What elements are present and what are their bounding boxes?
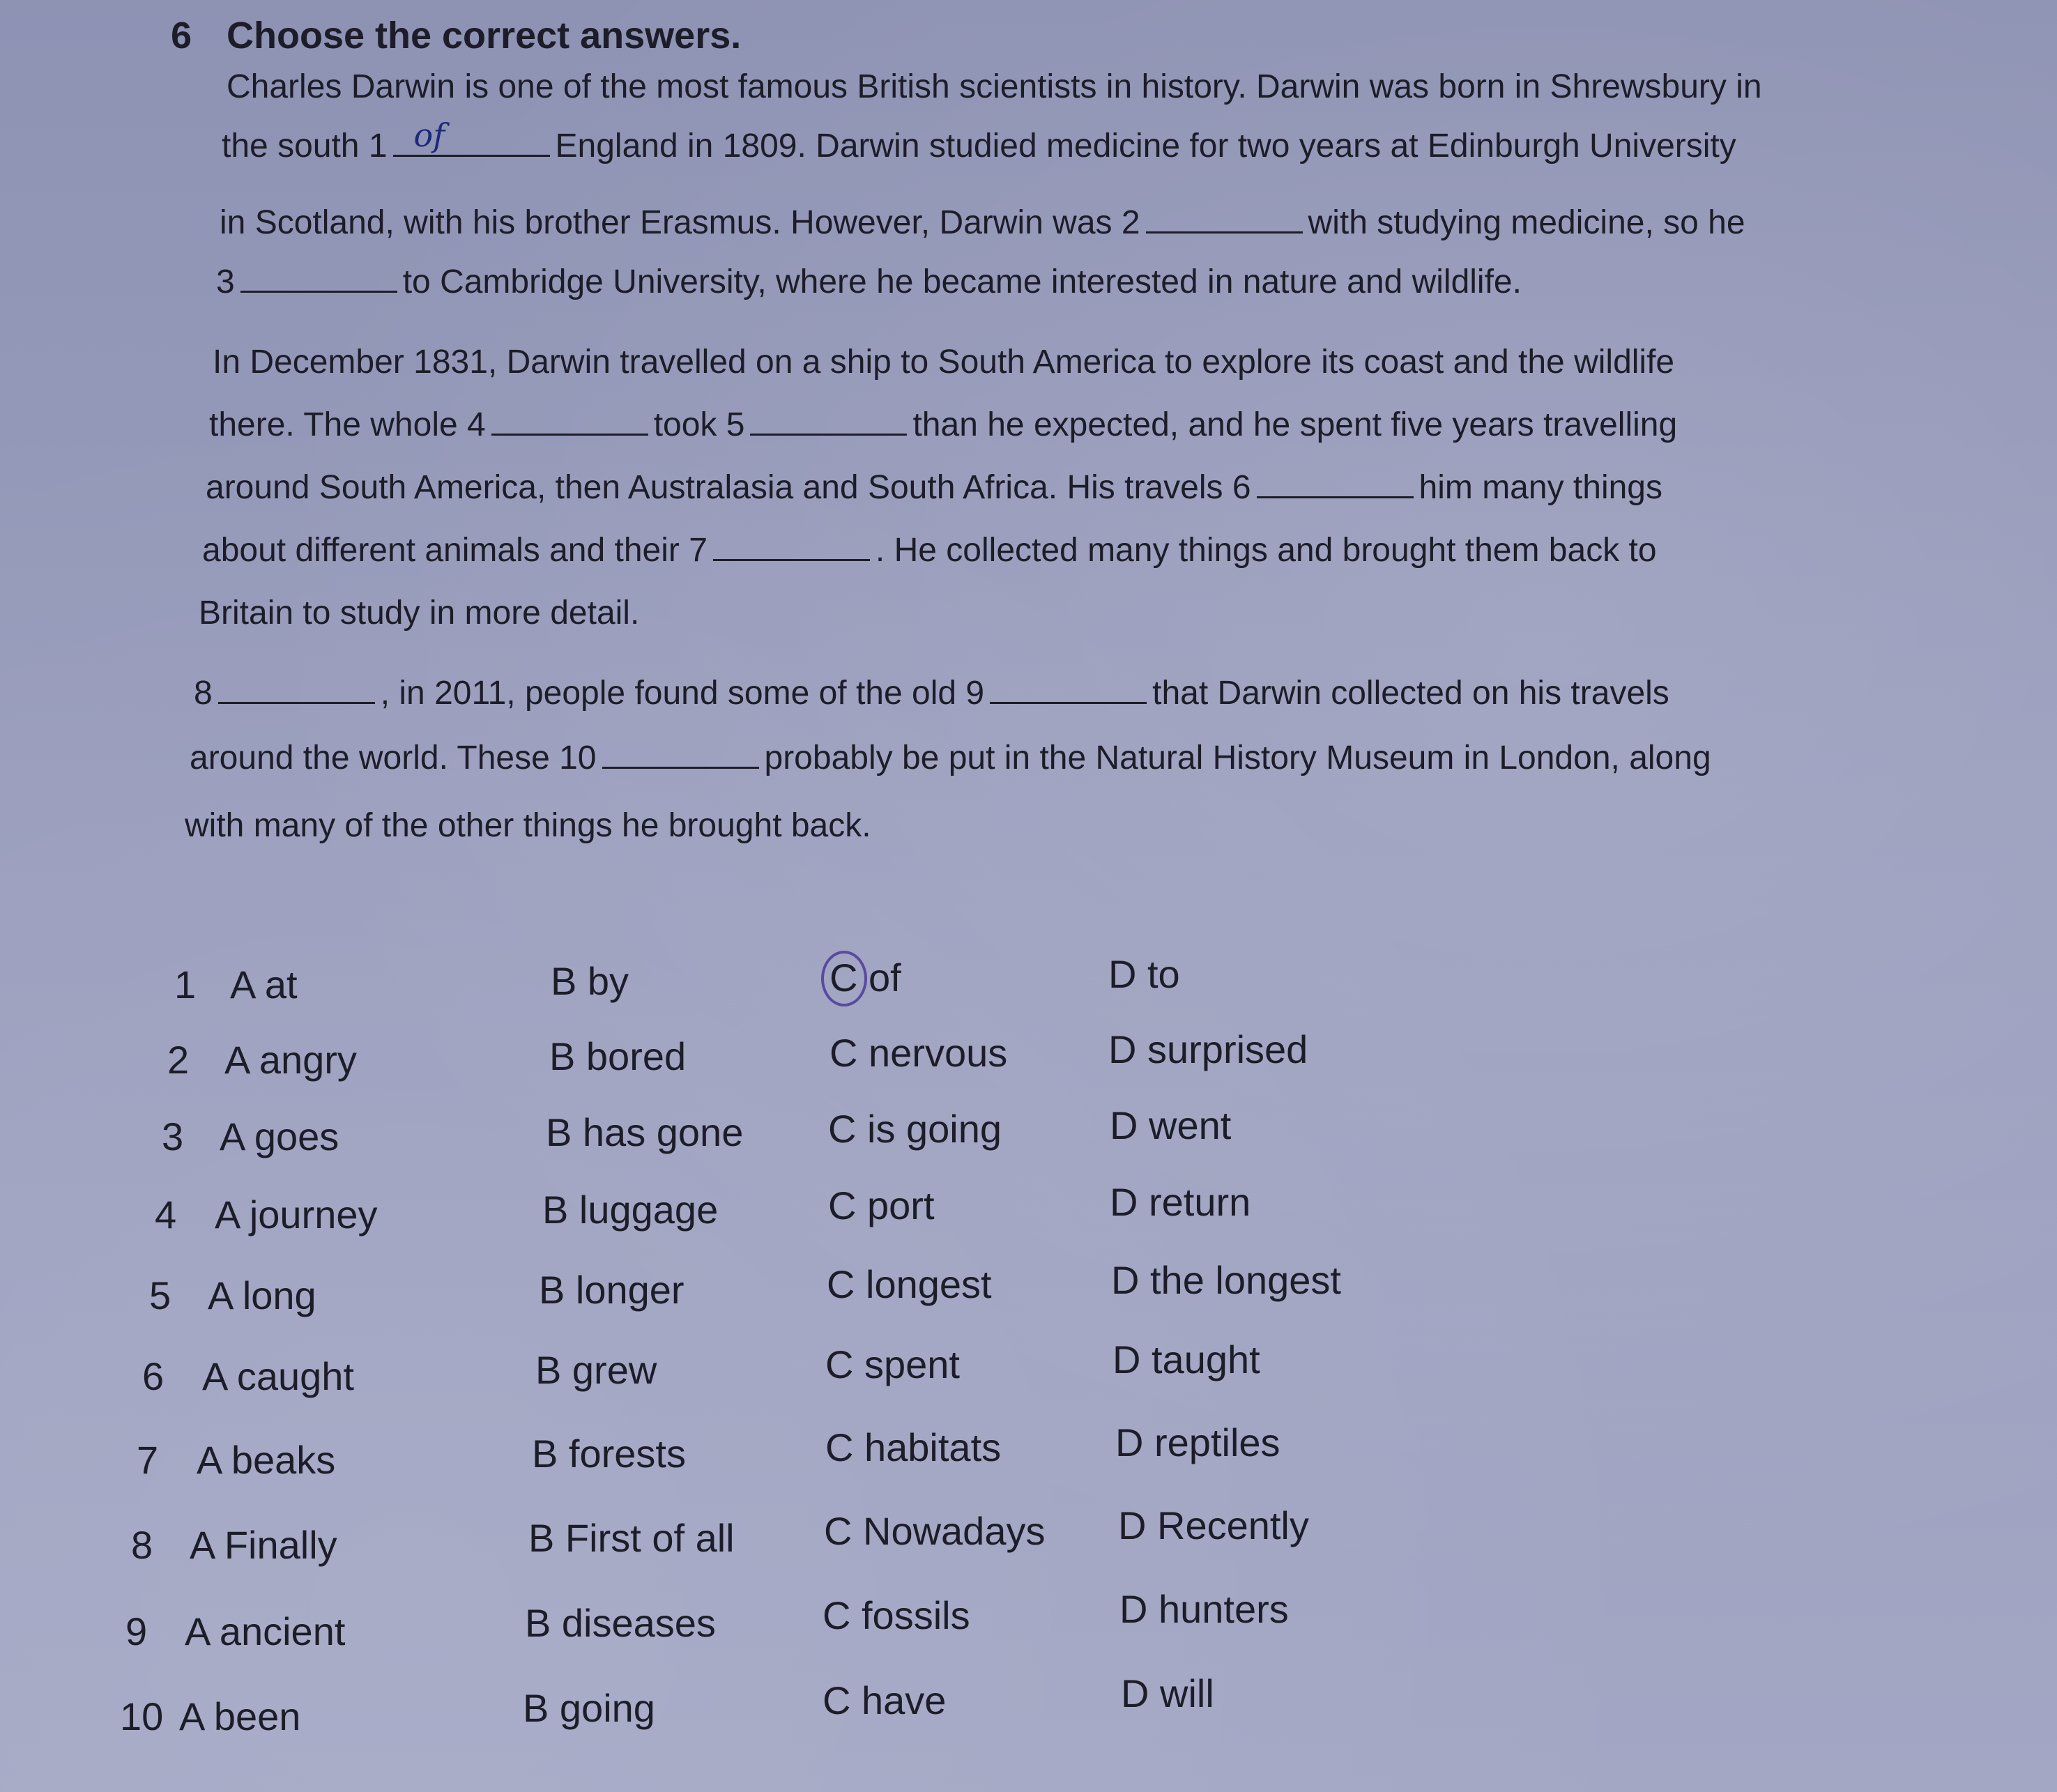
passage-text: with studying medicine, so he bbox=[1308, 204, 1745, 241]
option-d[interactable]: D the longest bbox=[1111, 1258, 1341, 1302]
question-number: 6 bbox=[142, 1354, 165, 1398]
passage-text: to Cambridge University, where he became interested in nature and wildlife. bbox=[402, 263, 1522, 300]
answer-blank-6[interactable] bbox=[1257, 468, 1414, 498]
passage-text: in Scotland, with his brother Erasmus. However, Darwin was 2 bbox=[220, 204, 1140, 241]
option-b[interactable]: B diseases bbox=[525, 1601, 716, 1645]
option-b[interactable]: B by bbox=[551, 959, 629, 1003]
option-b[interactable]: B grew bbox=[535, 1348, 657, 1392]
passage-text: that Darwin collected on his travels bbox=[1152, 675, 1669, 712]
option-c[interactable]: C nervous bbox=[829, 1031, 1008, 1075]
option-a[interactable]: A ancient bbox=[185, 1609, 346, 1653]
passage-text: , in 2011, people found some of the old 9 bbox=[380, 675, 985, 712]
exercise-heading bbox=[171, 14, 741, 57]
option-b[interactable]: B forests bbox=[532, 1432, 686, 1476]
option-a[interactable]: A beaks bbox=[197, 1438, 336, 1482]
option-d[interactable]: D went bbox=[1110, 1103, 1232, 1147]
answer-blank-3[interactable] bbox=[240, 263, 397, 293]
option-a[interactable]: A been bbox=[179, 1694, 301, 1738]
option-a[interactable]: A goes bbox=[220, 1115, 339, 1158]
question-number: 1 bbox=[174, 963, 197, 1006]
option-c[interactable] bbox=[829, 955, 901, 1000]
passage-text: 3 bbox=[216, 263, 235, 300]
passage-line-4 bbox=[216, 261, 1522, 303]
passage-text: England in 1809. Darwin studied medicine for two years at Edinburgh University bbox=[555, 128, 1736, 164]
option-b[interactable]: B First of all bbox=[528, 1516, 735, 1560]
option-c[interactable]: C have bbox=[823, 1678, 947, 1722]
option-b[interactable]: B bored bbox=[549, 1034, 687, 1078]
option-c[interactable]: C spent bbox=[825, 1342, 960, 1386]
option-c[interactable]: C Nowadays bbox=[824, 1509, 1046, 1553]
passage-line-10 bbox=[194, 673, 1669, 714]
answer-blank-8[interactable] bbox=[218, 674, 375, 704]
answer-blank-7[interactable] bbox=[713, 531, 870, 561]
option-d[interactable]: D reptiles bbox=[1115, 1420, 1280, 1464]
option-d[interactable]: D Recently bbox=[1118, 1503, 1309, 1547]
passage-line-3 bbox=[220, 202, 1745, 244]
passage-text: In December 1831, Darwin travelled on a ship to South America to explore its coast and the wildlife bbox=[213, 344, 1675, 381]
answer-blank-10[interactable] bbox=[602, 739, 759, 769]
question-number: 4 bbox=[155, 1193, 177, 1236]
option-a[interactable]: A at bbox=[230, 963, 298, 1006]
passage-line-9 bbox=[199, 592, 639, 634]
exercise-title: Choose the correct answers. bbox=[227, 15, 742, 56]
passage-text: Charles Darwin is one of the most famous British scientists in history. Darwin was born in Shrewsbury in bbox=[227, 68, 1762, 105]
passage-text: the south 1 bbox=[222, 128, 388, 164]
passage-line-12 bbox=[185, 805, 871, 847]
answer-blank-4[interactable] bbox=[491, 406, 648, 436]
passage-text: about different animals and their 7 bbox=[202, 532, 708, 569]
option-b[interactable]: B longer bbox=[539, 1268, 685, 1312]
answer-blank-1[interactable] bbox=[393, 116, 550, 157]
option-d[interactable]: D hunters bbox=[1119, 1587, 1289, 1631]
passage-text: there. The whole 4 bbox=[209, 406, 486, 443]
handwritten-answer: of bbox=[413, 116, 445, 154]
passage-text: took 5 bbox=[653, 406, 745, 443]
option-c[interactable]: C fossils bbox=[823, 1593, 970, 1637]
passage-text: around the world. These 10 bbox=[190, 740, 597, 776]
option-a[interactable]: A long bbox=[208, 1273, 316, 1317]
option-c[interactable]: C port bbox=[828, 1184, 935, 1227]
passage-text: than he expected, and he spent five years travelling bbox=[912, 406, 1678, 443]
question-number: 9 bbox=[125, 1609, 148, 1653]
passage-text: Britain to study in more detail. bbox=[199, 595, 640, 631]
option-d[interactable]: D surprised bbox=[1108, 1027, 1308, 1071]
question-number: 10 bbox=[120, 1694, 164, 1738]
passage-line-11 bbox=[190, 737, 1711, 779]
answer-blank-9[interactable] bbox=[990, 674, 1147, 704]
passage-line-2 bbox=[222, 116, 1736, 167]
option-a[interactable]: A angry bbox=[224, 1038, 357, 1082]
passage-line-7 bbox=[206, 467, 1662, 509]
exercise-number: 6 bbox=[171, 15, 192, 56]
passage-text: with many of the other things he brought back. bbox=[185, 807, 871, 844]
option-a[interactable]: A caught bbox=[202, 1354, 354, 1398]
passage-text: around South America, then Australasia and South Africa. His travels 6 bbox=[206, 469, 1251, 506]
answer-circle-mark bbox=[821, 951, 867, 1006]
question-number: 8 bbox=[131, 1523, 153, 1567]
passage-line-8 bbox=[202, 530, 1657, 572]
passage-line-1 bbox=[227, 66, 1762, 108]
passage-line-5 bbox=[213, 342, 1674, 383]
option-b[interactable]: B going bbox=[523, 1686, 655, 1730]
option-c[interactable]: C habitats bbox=[825, 1425, 1002, 1469]
passage-text: 8 bbox=[194, 675, 213, 712]
option-d[interactable]: D will bbox=[1121, 1671, 1214, 1715]
option-d[interactable]: D taught bbox=[1112, 1338, 1260, 1381]
option-b[interactable]: B luggage bbox=[542, 1188, 719, 1232]
option-c[interactable]: C is going bbox=[828, 1107, 1002, 1151]
passage-text: probably be put in the Natural History Museum in London, along bbox=[764, 740, 1711, 776]
passage-text: him many things bbox=[1419, 469, 1662, 506]
question-number: 3 bbox=[162, 1115, 184, 1158]
passage-line-6 bbox=[209, 404, 1677, 446]
answer-blank-2[interactable] bbox=[1146, 204, 1303, 233]
question-number: 7 bbox=[137, 1438, 159, 1482]
passage-text: . He collected many things and brought them back to bbox=[875, 532, 1657, 569]
question-number: 5 bbox=[149, 1273, 171, 1317]
option-d[interactable]: D return bbox=[1110, 1180, 1251, 1224]
option-b[interactable]: B has gone bbox=[546, 1110, 744, 1154]
option-a[interactable]: A Finally bbox=[190, 1523, 337, 1567]
option-c[interactable]: C longest bbox=[827, 1262, 992, 1306]
option-a[interactable]: A journey bbox=[215, 1193, 378, 1236]
option-c-label: C of bbox=[829, 956, 901, 1000]
answer-blank-5[interactable] bbox=[750, 406, 907, 436]
question-number: 2 bbox=[167, 1038, 190, 1082]
option-d[interactable]: D to bbox=[1108, 952, 1180, 996]
